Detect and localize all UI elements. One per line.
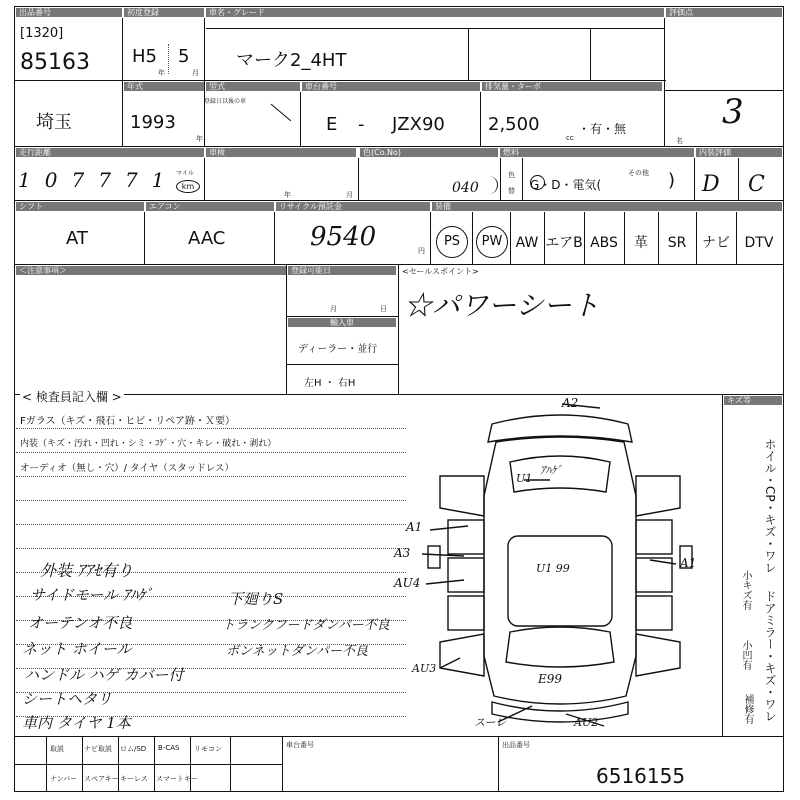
roof [508,536,612,626]
side-column-header: キズ等 [724,396,782,405]
fuel-close: ) [668,170,676,191]
steering-options: 左H ・ 右H [304,378,356,389]
chassis-code: JZX90 [392,114,445,135]
divider [738,158,739,200]
header-strip-firstreg: 年式 [124,82,204,91]
inspector-line2: 内装（キズ・汚れ・凹れ・シミ・ｺｹﾞ・穴・キレ・破れ・剥れ） [20,439,277,449]
header-strip-mileage: 走行距離 [16,148,204,157]
reg-day-char: 日 [380,305,387,313]
divider [204,158,205,200]
lot-label: [1320] [20,26,64,41]
divider [498,736,499,792]
divider [300,92,301,146]
dotted-rule [16,524,406,525]
divider [472,212,473,264]
name-char: 名 [676,137,683,145]
divider [480,92,481,146]
divider [46,736,47,792]
dotted-rule [16,548,406,549]
left-rear-fender [440,476,484,516]
mileage-digit: 1 [18,168,45,192]
mileage-digit: 7 [98,168,125,192]
header-strip-shift: シフト [16,202,144,211]
header-strip-fuel: 燃料 [500,148,694,157]
equip-dtv: DTV [744,235,774,251]
side-column-text: 小凹有 [740,640,751,670]
divider [500,158,501,200]
equip-sr: SR [667,235,687,251]
side-column-text: 補修有 [742,694,753,724]
mileage-digit: 7 [71,168,99,192]
aircon: AAC [188,228,226,249]
grade: E [326,114,338,135]
leader-line [430,526,468,530]
mileage-unit-mile: マイル [176,170,194,177]
right-front-fender [636,634,680,676]
diagram-mark: AU4 [394,576,421,590]
row-divider [14,736,784,737]
fuel-options: G・D・電気( [530,178,602,192]
side-column-text: 小キズ有 [740,570,751,610]
row-divider [14,394,784,395]
import-options: ディーラー・並行 [298,344,378,355]
grade-dash: - [358,114,365,135]
front-window [506,627,614,667]
lot-number-label: 出品番号 [502,741,530,749]
header-strip-model: 車名・グレード [206,8,664,17]
diagram-mark: A2 [562,396,579,410]
divider [204,18,205,80]
header-strip-chassis: 車台番号 [302,82,480,91]
footer-item: ロム/SD [120,745,147,753]
diagram-mark: A1 [680,556,697,570]
row-divider [14,80,666,81]
divider [274,212,275,264]
equip-leather: 革 [634,235,648,251]
exterior-grade: C [748,172,765,197]
handwritten-note: シートヘタリ [22,690,113,708]
handwritten-note: 車内 タイヤ 1本 [22,714,131,732]
divider [590,28,591,80]
row-divider [14,264,784,265]
header-strip-notes: ＜注意事項＞ [16,266,286,275]
dotted-rule [16,500,406,501]
footer-item: ナンバー [50,775,78,783]
footer-item: スマートキー [156,775,198,783]
inspect-month-char: 月 [346,191,353,199]
header-strip-grade2: 内装評価 [696,148,782,157]
footer-item: スペアキー [84,775,119,783]
rear-bumper-outline [488,415,632,442]
handwritten-note: ハンドル ハゲ カバー付 [24,666,184,684]
year-char: 年 [158,69,165,77]
footer-item: キーレス [120,775,148,783]
era: H5 [132,46,157,67]
dotted-rule [16,452,406,453]
fuel-other: その他 [628,169,649,177]
handwritten-note: 外装 ｱｱｾ有り [40,561,134,580]
diagram-mark: A3 [394,546,411,560]
equip-airbag: エアB [545,235,583,251]
diagram-mark: ｱﾊｹﾞ [540,464,562,477]
interior-grade: D [702,172,720,197]
sales-point-text: ☆パワーシート [404,289,600,322]
diagram-mark: AU3 [412,662,437,675]
region: 埼玉 [36,112,72,133]
header-strip-grade: 型式 [206,82,300,91]
model-name: マーク2_4HT [236,50,347,71]
sales-point-label: <セールスポイント> [402,267,479,276]
header-strip-recycle: リサイクル預託金 [276,202,430,211]
header-strip-color: 色(Co.No) [360,148,498,157]
handwritten-note: ネット ホイール [22,640,132,658]
first-reg-note: 登録日以後の車 [204,98,247,105]
divider [286,316,398,317]
recycle-yen: 円 [418,247,425,255]
equip-abs: ABS [590,235,618,251]
color-label: 色 [508,171,515,179]
footer-number: 6516155 [596,764,686,788]
mileage-digit: 0 [44,168,72,192]
mileage-digits [18,168,178,192]
turbo-options: ・有・無 [578,122,627,136]
mileage-digit: 7 [124,168,152,192]
row-divider [14,200,784,201]
divider [230,736,231,792]
equip-aw: AW [515,235,539,251]
dotted-rule [16,428,406,429]
header-strip-aircon: エアコン [146,202,274,211]
divider [122,80,123,146]
row-divider [14,146,784,147]
front-bumper [492,702,628,722]
side-column-text: ドアミラー・キズ・ワレ [763,590,777,722]
mileage-unit-km: km [176,180,200,193]
divider [664,90,784,91]
divider [664,18,665,146]
divider [144,212,145,264]
right-rear-door [636,520,672,554]
divider [286,364,398,365]
header-strip-import: 輸入車 [288,318,396,327]
inspector-title: < 検査員記入欄 > [22,390,122,404]
color-change: 替 [508,187,515,195]
footer-item: 取説 [50,745,64,753]
left-mirror [428,546,440,568]
left-rear-door [448,520,484,554]
mileage-digit: 1 [151,168,179,192]
header-strip-disp: 排気量・ターボ [482,82,662,91]
footer-item: B-CAS [158,744,180,752]
fuel-selected-circle [530,175,545,190]
diagram-mark: スーレ [474,716,507,729]
leader-line [426,580,464,584]
handwritten-note: ボンネットダンパー不良 [226,644,368,659]
diagram-mark: U1 [516,472,533,485]
month-char: 月 [192,69,199,77]
transmission: AT [66,228,88,249]
model-year-char: 年 [196,135,203,143]
right-rear-fender [636,476,680,516]
frame-number-label: 車台番号 [286,741,314,749]
dotted-rule [16,476,406,477]
equip-ps: PS [436,226,468,258]
month: 5 [178,46,190,67]
divider [286,264,287,394]
leader-line [440,658,460,668]
score: 3 [722,92,744,132]
reg-month-char: 月 [330,305,337,313]
color-code: 040 [452,180,479,196]
header-strip-equip: 装備 [432,202,782,211]
divider [430,212,431,264]
lot-number: 85163 [20,50,90,75]
divider [694,158,695,200]
header-strip-inspect: 車検 [206,148,356,157]
divider [122,18,123,80]
header-strip-regdate: 登録可能日 [288,266,396,275]
header-strip-year: 初度登録 [124,8,204,17]
era-divider [168,44,169,74]
handwritten-note: トランクフードダンパー不良 [222,618,390,633]
equip-pw: PW [476,226,508,258]
left-front-door [448,558,484,592]
divider [468,28,469,80]
right-sill [636,596,672,630]
row-divider [14,764,282,765]
divider [204,80,205,146]
diagram-mark: U1 99 [536,562,570,575]
left-front-fender [440,634,484,676]
equip-navi: ナビ [702,235,730,251]
inspect-year-char: 年 [284,191,291,199]
divider [82,736,83,792]
left-sill [448,596,484,630]
divider [206,28,664,29]
model-year: 1993 [130,112,176,133]
displacement: 2,500 [488,114,540,135]
footer-item: ナビ取説 [84,745,112,753]
header-strip-lot: 出品番号 [16,8,122,17]
footer-item: リモコン [194,745,222,753]
divider [522,158,523,200]
diagram-mark: E99 [538,672,563,686]
diagram-mark: A1 [406,520,423,534]
handwritten-note: サイドモール ｱﾊｹﾞ [30,586,153,604]
handwritten-note: オーテンオ不良 [28,614,133,632]
header-strip-score: 評価点 [666,8,782,17]
inspector-line3: オーディオ（無し・穴）/ タイヤ（スタッドレス） [20,463,234,474]
divider [358,158,359,200]
recycle-fee: 9540 [310,222,377,252]
diagram-mark: AU2 [574,716,599,729]
divider [722,394,723,736]
divider [282,736,283,792]
handwritten-note: 下廻りS [228,590,284,608]
divider [154,736,155,792]
displacement-unit: cc [566,134,574,142]
side-column-text: ホイル・CP・キズ・ワレ [763,438,777,574]
divider [398,264,399,394]
inspector-line1: Fガラス（キズ・飛石・ヒビ・リペア跡・Ｘ要） [20,416,236,427]
